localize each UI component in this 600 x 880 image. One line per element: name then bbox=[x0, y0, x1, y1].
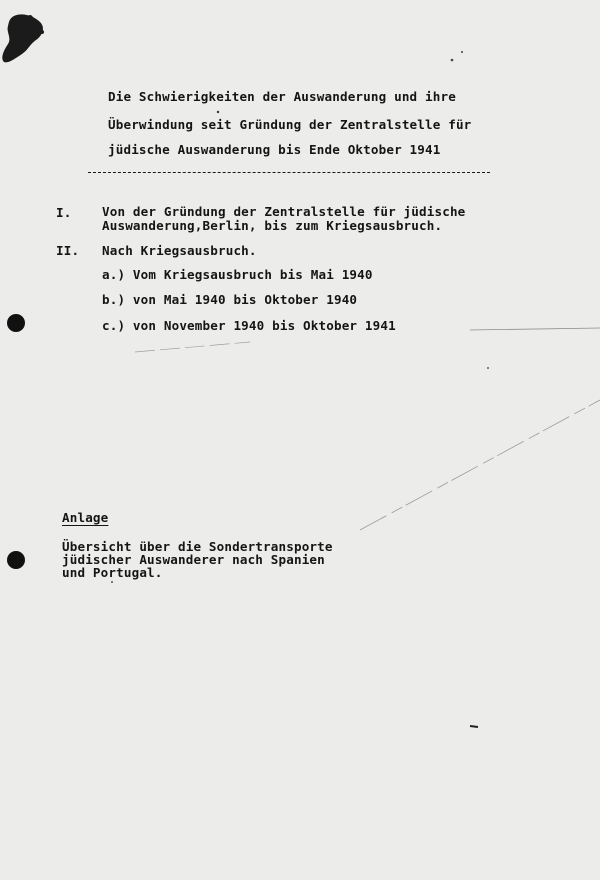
title-divider bbox=[88, 172, 490, 173]
appendix-line-1: Übersicht über die Sondertransporte bbox=[62, 539, 333, 554]
appendix-line-2: jüdischer Auswanderer nach Spanien bbox=[62, 552, 325, 567]
punch-hole-top bbox=[7, 314, 25, 332]
appendix-heading: Anlage bbox=[62, 510, 109, 525]
section-1-line-2: Auswanderung,Berlin, bis zum Kriegsausbruch. bbox=[102, 218, 443, 233]
subsection-a: a.) Vom Kriegsausbruch bis Mai 1940 bbox=[102, 267, 373, 282]
subsection-b: b.) von Mai 1940 bis Oktober 1940 bbox=[102, 292, 358, 307]
title-line-3: jüdische Auswanderung bis Ende Oktober 1941 bbox=[108, 142, 441, 157]
punch-hole-bottom bbox=[7, 551, 25, 569]
section-2-line-1: Nach Kriegsausbruch. bbox=[102, 243, 257, 258]
title-line-1: Die Schwierigkeiten der Auswanderung und ihre bbox=[108, 89, 456, 104]
subsection-c: c.) von November 1940 bis Oktober 1941 bbox=[102, 318, 396, 333]
section-1-numeral: I. bbox=[56, 205, 72, 220]
appendix-line-3: und Portugal. bbox=[62, 565, 163, 580]
section-2-numeral: II. bbox=[56, 243, 80, 258]
section-1-line-1: Von der Gründung der Zentralstelle für jüdische bbox=[102, 204, 466, 219]
title-line-2: Überwindung seit Gründung der Zentralstelle für bbox=[108, 117, 472, 132]
